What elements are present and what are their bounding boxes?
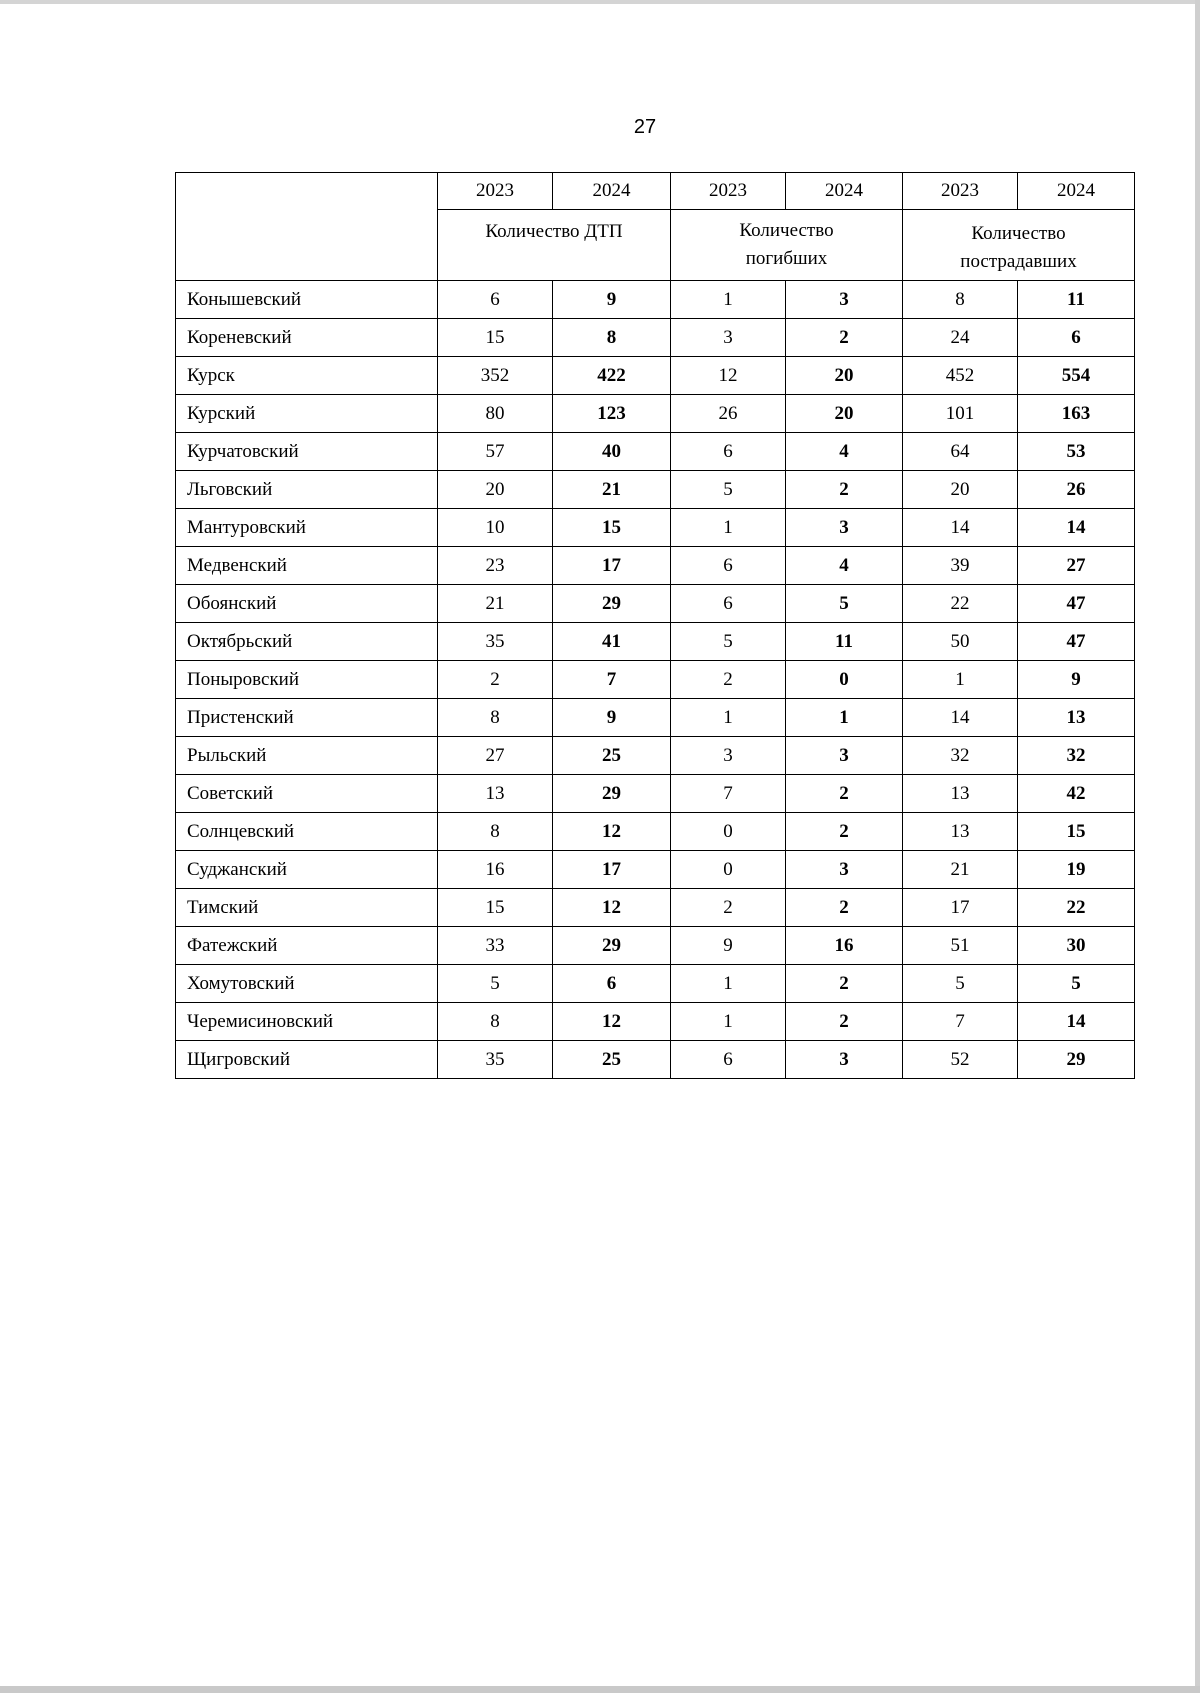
value-cell: 21	[903, 851, 1018, 889]
value-cell: 16	[438, 851, 553, 889]
accident-statistics-table	[175, 172, 1135, 1079]
value-cell: 26	[671, 395, 786, 433]
district-name-cell: Суджанский	[176, 851, 438, 889]
value-cell: 47	[1018, 623, 1135, 661]
table-row	[176, 699, 1135, 737]
value-cell: 554	[1018, 357, 1135, 395]
header-group-label: Количество погибших	[739, 220, 834, 269]
value-cell: 20	[903, 471, 1018, 509]
value-cell: 3	[786, 737, 903, 775]
value-cell: 15	[1018, 813, 1135, 851]
value-cell: 13	[1018, 699, 1135, 737]
table-row	[176, 775, 1135, 813]
value-cell: 163	[1018, 395, 1135, 433]
value-cell: 57	[438, 433, 553, 471]
value-cell: 2	[786, 889, 903, 927]
value-cell: 6	[553, 965, 671, 1003]
header-year: 2023	[903, 173, 1018, 210]
value-cell: 21	[438, 585, 553, 623]
value-cell: 14	[1018, 1003, 1135, 1041]
value-cell: 20	[786, 357, 903, 395]
value-cell: 27	[1018, 547, 1135, 585]
value-cell: 64	[903, 433, 1018, 471]
value-cell: 8	[438, 813, 553, 851]
value-cell: 2	[786, 775, 903, 813]
value-cell: 15	[438, 889, 553, 927]
value-cell: 15	[438, 319, 553, 357]
value-cell: 20	[438, 471, 553, 509]
value-cell: 6	[671, 547, 786, 585]
table-row	[176, 319, 1135, 357]
header-group-injured	[903, 210, 1135, 281]
district-name-cell: Поныровский	[176, 661, 438, 699]
value-cell: 0	[671, 813, 786, 851]
value-cell: 17	[553, 851, 671, 889]
value-cell: 14	[903, 509, 1018, 547]
value-cell: 19	[1018, 851, 1135, 889]
table-row	[176, 813, 1135, 851]
value-cell: 17	[903, 889, 1018, 927]
value-cell: 0	[786, 661, 903, 699]
value-cell: 2	[786, 471, 903, 509]
district-name-cell: Медвенский	[176, 547, 438, 585]
value-cell: 452	[903, 357, 1018, 395]
value-cell: 352	[438, 357, 553, 395]
value-cell: 35	[438, 623, 553, 661]
table-row	[176, 547, 1135, 585]
district-name-cell: Курский	[176, 395, 438, 433]
value-cell: 3	[786, 509, 903, 547]
value-cell: 30	[1018, 927, 1135, 965]
page-edge-top	[0, 0, 1200, 4]
header-group-deaths	[671, 210, 903, 281]
value-cell: 6	[671, 585, 786, 623]
table-row	[176, 965, 1135, 1003]
page-number: 27	[633, 116, 657, 138]
value-cell: 40	[553, 433, 671, 471]
value-cell: 101	[903, 395, 1018, 433]
value-cell: 1	[671, 509, 786, 547]
page-edge-right	[1195, 0, 1200, 1693]
table-row	[176, 433, 1135, 471]
value-cell: 9	[1018, 661, 1135, 699]
value-cell: 29	[1018, 1041, 1135, 1079]
value-cell: 1	[671, 965, 786, 1003]
value-cell: 32	[903, 737, 1018, 775]
value-cell: 5	[671, 471, 786, 509]
district-name-cell: Советский	[176, 775, 438, 813]
value-cell: 29	[553, 585, 671, 623]
value-cell: 39	[903, 547, 1018, 585]
table-row	[176, 623, 1135, 661]
value-cell: 32	[1018, 737, 1135, 775]
value-cell: 80	[438, 395, 553, 433]
value-cell: 2	[438, 661, 553, 699]
value-cell: 25	[553, 1041, 671, 1079]
value-cell: 4	[786, 433, 903, 471]
value-cell: 123	[553, 395, 671, 433]
value-cell: 1	[903, 661, 1018, 699]
district-name-cell: Рыльский	[176, 737, 438, 775]
value-cell: 0	[671, 851, 786, 889]
table-row	[176, 661, 1135, 699]
table-row	[176, 851, 1135, 889]
value-cell: 52	[903, 1041, 1018, 1079]
value-cell: 23	[438, 547, 553, 585]
table-row	[176, 889, 1135, 927]
value-cell: 53	[1018, 433, 1135, 471]
header-year: 2024	[1018, 173, 1135, 210]
value-cell: 47	[1018, 585, 1135, 623]
value-cell: 5	[786, 585, 903, 623]
value-cell: 35	[438, 1041, 553, 1079]
value-cell: 9	[553, 699, 671, 737]
value-cell: 12	[553, 813, 671, 851]
value-cell: 29	[553, 927, 671, 965]
value-cell: 14	[903, 699, 1018, 737]
header-year: 2023	[438, 173, 553, 210]
value-cell: 7	[671, 775, 786, 813]
value-cell: 12	[553, 889, 671, 927]
value-cell: 6	[438, 281, 553, 319]
table-row	[176, 281, 1135, 319]
district-name-cell: Мантуровский	[176, 509, 438, 547]
value-cell: 17	[553, 547, 671, 585]
district-name-cell: Конышевский	[176, 281, 438, 319]
value-cell: 13	[903, 813, 1018, 851]
value-cell: 5	[1018, 965, 1135, 1003]
header-group-label: Количество ДТП	[485, 221, 623, 242]
value-cell: 8	[438, 699, 553, 737]
value-cell: 42	[1018, 775, 1135, 813]
value-cell: 8	[903, 281, 1018, 319]
value-cell: 9	[671, 927, 786, 965]
value-cell: 5	[438, 965, 553, 1003]
value-cell: 6	[671, 433, 786, 471]
district-name-cell: Обоянский	[176, 585, 438, 623]
value-cell: 1	[671, 699, 786, 737]
header-group-label: Количество пострадавших	[960, 223, 1077, 272]
value-cell: 4	[786, 547, 903, 585]
value-cell: 50	[903, 623, 1018, 661]
value-cell: 2	[671, 889, 786, 927]
district-name-cell: Курск	[176, 357, 438, 395]
table-row	[176, 395, 1135, 433]
value-cell: 26	[1018, 471, 1135, 509]
table-row	[176, 1003, 1135, 1041]
value-cell: 5	[903, 965, 1018, 1003]
table-row	[176, 1041, 1135, 1079]
value-cell: 27	[438, 737, 553, 775]
value-cell: 3	[671, 319, 786, 357]
value-cell: 12	[553, 1003, 671, 1041]
value-cell: 5	[671, 623, 786, 661]
table-row	[176, 927, 1135, 965]
value-cell: 3	[786, 851, 903, 889]
header-years-row	[176, 173, 1135, 210]
value-cell: 7	[553, 661, 671, 699]
district-name-cell: Пристенский	[176, 699, 438, 737]
header-corner-cell	[176, 173, 438, 281]
value-cell: 16	[786, 927, 903, 965]
value-cell: 2	[786, 965, 903, 1003]
value-cell: 2	[786, 813, 903, 851]
value-cell: 1	[671, 1003, 786, 1041]
value-cell: 3	[786, 281, 903, 319]
value-cell: 1	[671, 281, 786, 319]
value-cell: 422	[553, 357, 671, 395]
value-cell: 2	[786, 319, 903, 357]
value-cell: 6	[671, 1041, 786, 1079]
value-cell: 11	[786, 623, 903, 661]
table-row	[176, 585, 1135, 623]
district-name-cell: Хомутовский	[176, 965, 438, 1003]
header-group-accidents	[438, 210, 671, 281]
header-year: 2024	[553, 173, 671, 210]
value-cell: 9	[553, 281, 671, 319]
value-cell: 14	[1018, 509, 1135, 547]
value-cell: 2	[786, 1003, 903, 1041]
value-cell: 3	[786, 1041, 903, 1079]
page-edge-bottom	[0, 1686, 1200, 1693]
district-name-cell: Льговский	[176, 471, 438, 509]
value-cell: 3	[671, 737, 786, 775]
district-name-cell: Кореневский	[176, 319, 438, 357]
table-row	[176, 357, 1135, 395]
value-cell: 20	[786, 395, 903, 433]
district-name-cell: Октябрьский	[176, 623, 438, 661]
value-cell: 13	[903, 775, 1018, 813]
value-cell: 8	[438, 1003, 553, 1041]
table-row	[176, 509, 1135, 547]
value-cell: 1	[786, 699, 903, 737]
value-cell: 15	[553, 509, 671, 547]
district-name-cell: Черемисиновский	[176, 1003, 438, 1041]
district-name-cell: Фатежский	[176, 927, 438, 965]
table-row	[176, 471, 1135, 509]
value-cell: 11	[1018, 281, 1135, 319]
value-cell: 7	[903, 1003, 1018, 1041]
value-cell: 24	[903, 319, 1018, 357]
district-name-cell: Солнцевский	[176, 813, 438, 851]
value-cell: 12	[671, 357, 786, 395]
table-row	[176, 737, 1135, 775]
value-cell: 33	[438, 927, 553, 965]
value-cell: 6	[1018, 319, 1135, 357]
value-cell: 21	[553, 471, 671, 509]
district-name-cell: Курчатовский	[176, 433, 438, 471]
header-year: 2024	[786, 173, 903, 210]
value-cell: 13	[438, 775, 553, 813]
district-name-cell: Щигровский	[176, 1041, 438, 1079]
value-cell: 8	[553, 319, 671, 357]
value-cell: 22	[1018, 889, 1135, 927]
value-cell: 41	[553, 623, 671, 661]
value-cell: 51	[903, 927, 1018, 965]
value-cell: 25	[553, 737, 671, 775]
value-cell: 22	[903, 585, 1018, 623]
value-cell: 29	[553, 775, 671, 813]
header-year: 2023	[671, 173, 786, 210]
value-cell: 10	[438, 509, 553, 547]
value-cell: 2	[671, 661, 786, 699]
district-name-cell: Тимский	[176, 889, 438, 927]
